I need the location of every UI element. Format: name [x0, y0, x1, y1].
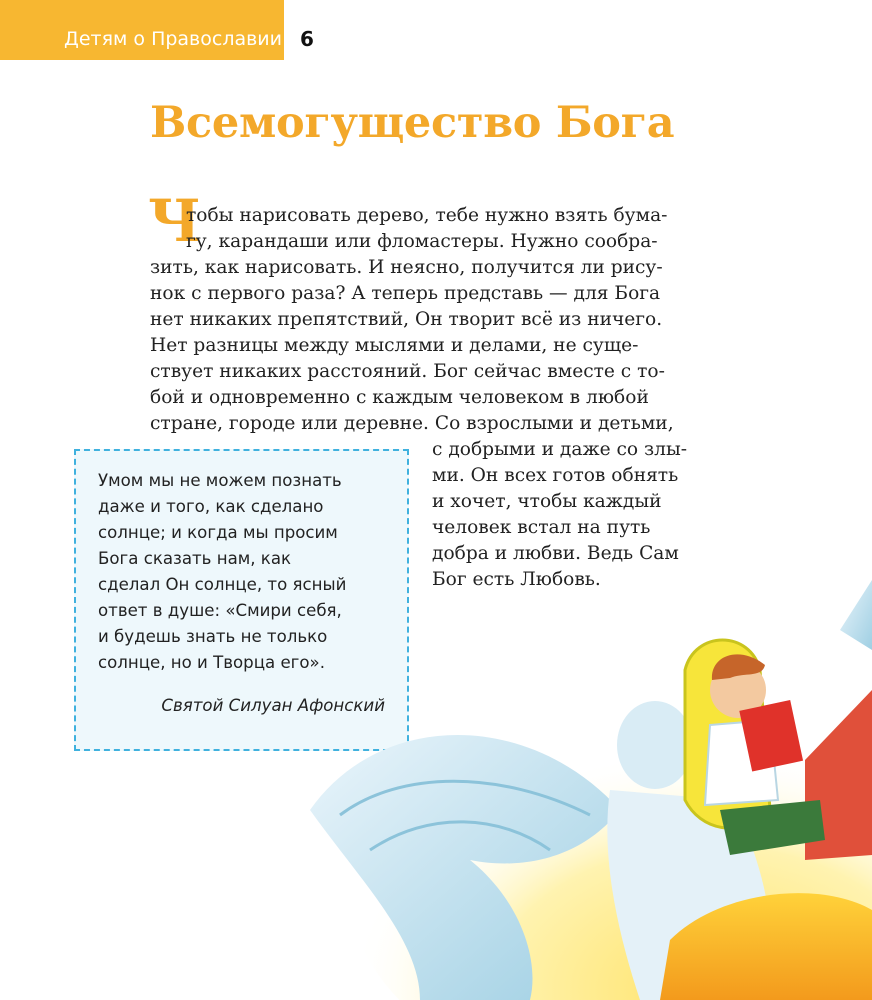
body-line: добра и любви. Ведь Сам: [432, 543, 679, 564]
quote-line: солнце, но и Творца его».: [98, 653, 325, 672]
book-title: Детям о Православии: [64, 28, 283, 50]
angel-head: [617, 701, 693, 789]
quote-line: солнце; и когда мы просим: [98, 523, 338, 542]
body-line: и хочет, чтобы каждый: [432, 491, 662, 512]
page-number: 6: [300, 27, 314, 51]
body-line: нет никаких препятствий, Он творит всё из ничего.: [150, 309, 663, 330]
quote-line: Бога сказать нам, как: [98, 549, 292, 568]
body-line: человек встал на путь: [432, 517, 651, 538]
body-line: тобы нарисовать дерево, тебе нужно взять бума-: [186, 205, 668, 226]
quote-line: сделал Он солнце, то ясный: [98, 575, 347, 594]
drop-cap: Ч: [148, 187, 201, 255]
body-line: Бог есть Любовь.: [432, 569, 601, 590]
body-line: с добрыми и даже со злы-: [432, 439, 688, 460]
body-line: гу, карандаши или фломастеры. Нужно сообра-: [186, 231, 658, 252]
body-line: зить, как нарисовать. И неясно, получится ли рису-: [150, 257, 663, 278]
quote-line: ответ в душе: «Смири себя,: [98, 601, 342, 620]
body-line: Нет разницы между мыслями и делами, не суще-: [150, 335, 639, 356]
page-title: Всемогущество Бога: [150, 98, 675, 148]
body-line: стране, городе или деревне. Со взрослыми и детьми,: [150, 413, 674, 434]
angel-illustration: [300, 560, 872, 1000]
quote-line: Умом мы не можем познать: [98, 471, 342, 490]
quote-line: и будешь знать не только: [98, 627, 328, 646]
wing-tip: [840, 580, 872, 650]
body-line: нок с первого раза? А теперь представь — для Бога: [150, 283, 661, 304]
quote-author: Святой Силуан Афонский: [161, 696, 385, 715]
body-line: бой и одновременно с каждым человеком в любой: [150, 387, 649, 408]
body-line: ми. Он всех готов обнять: [432, 465, 679, 486]
body-line: ствует никаких расстояний. Бог сейчас вместе с то-: [150, 361, 665, 382]
quote-line: даже и того, как сделано: [98, 497, 324, 516]
